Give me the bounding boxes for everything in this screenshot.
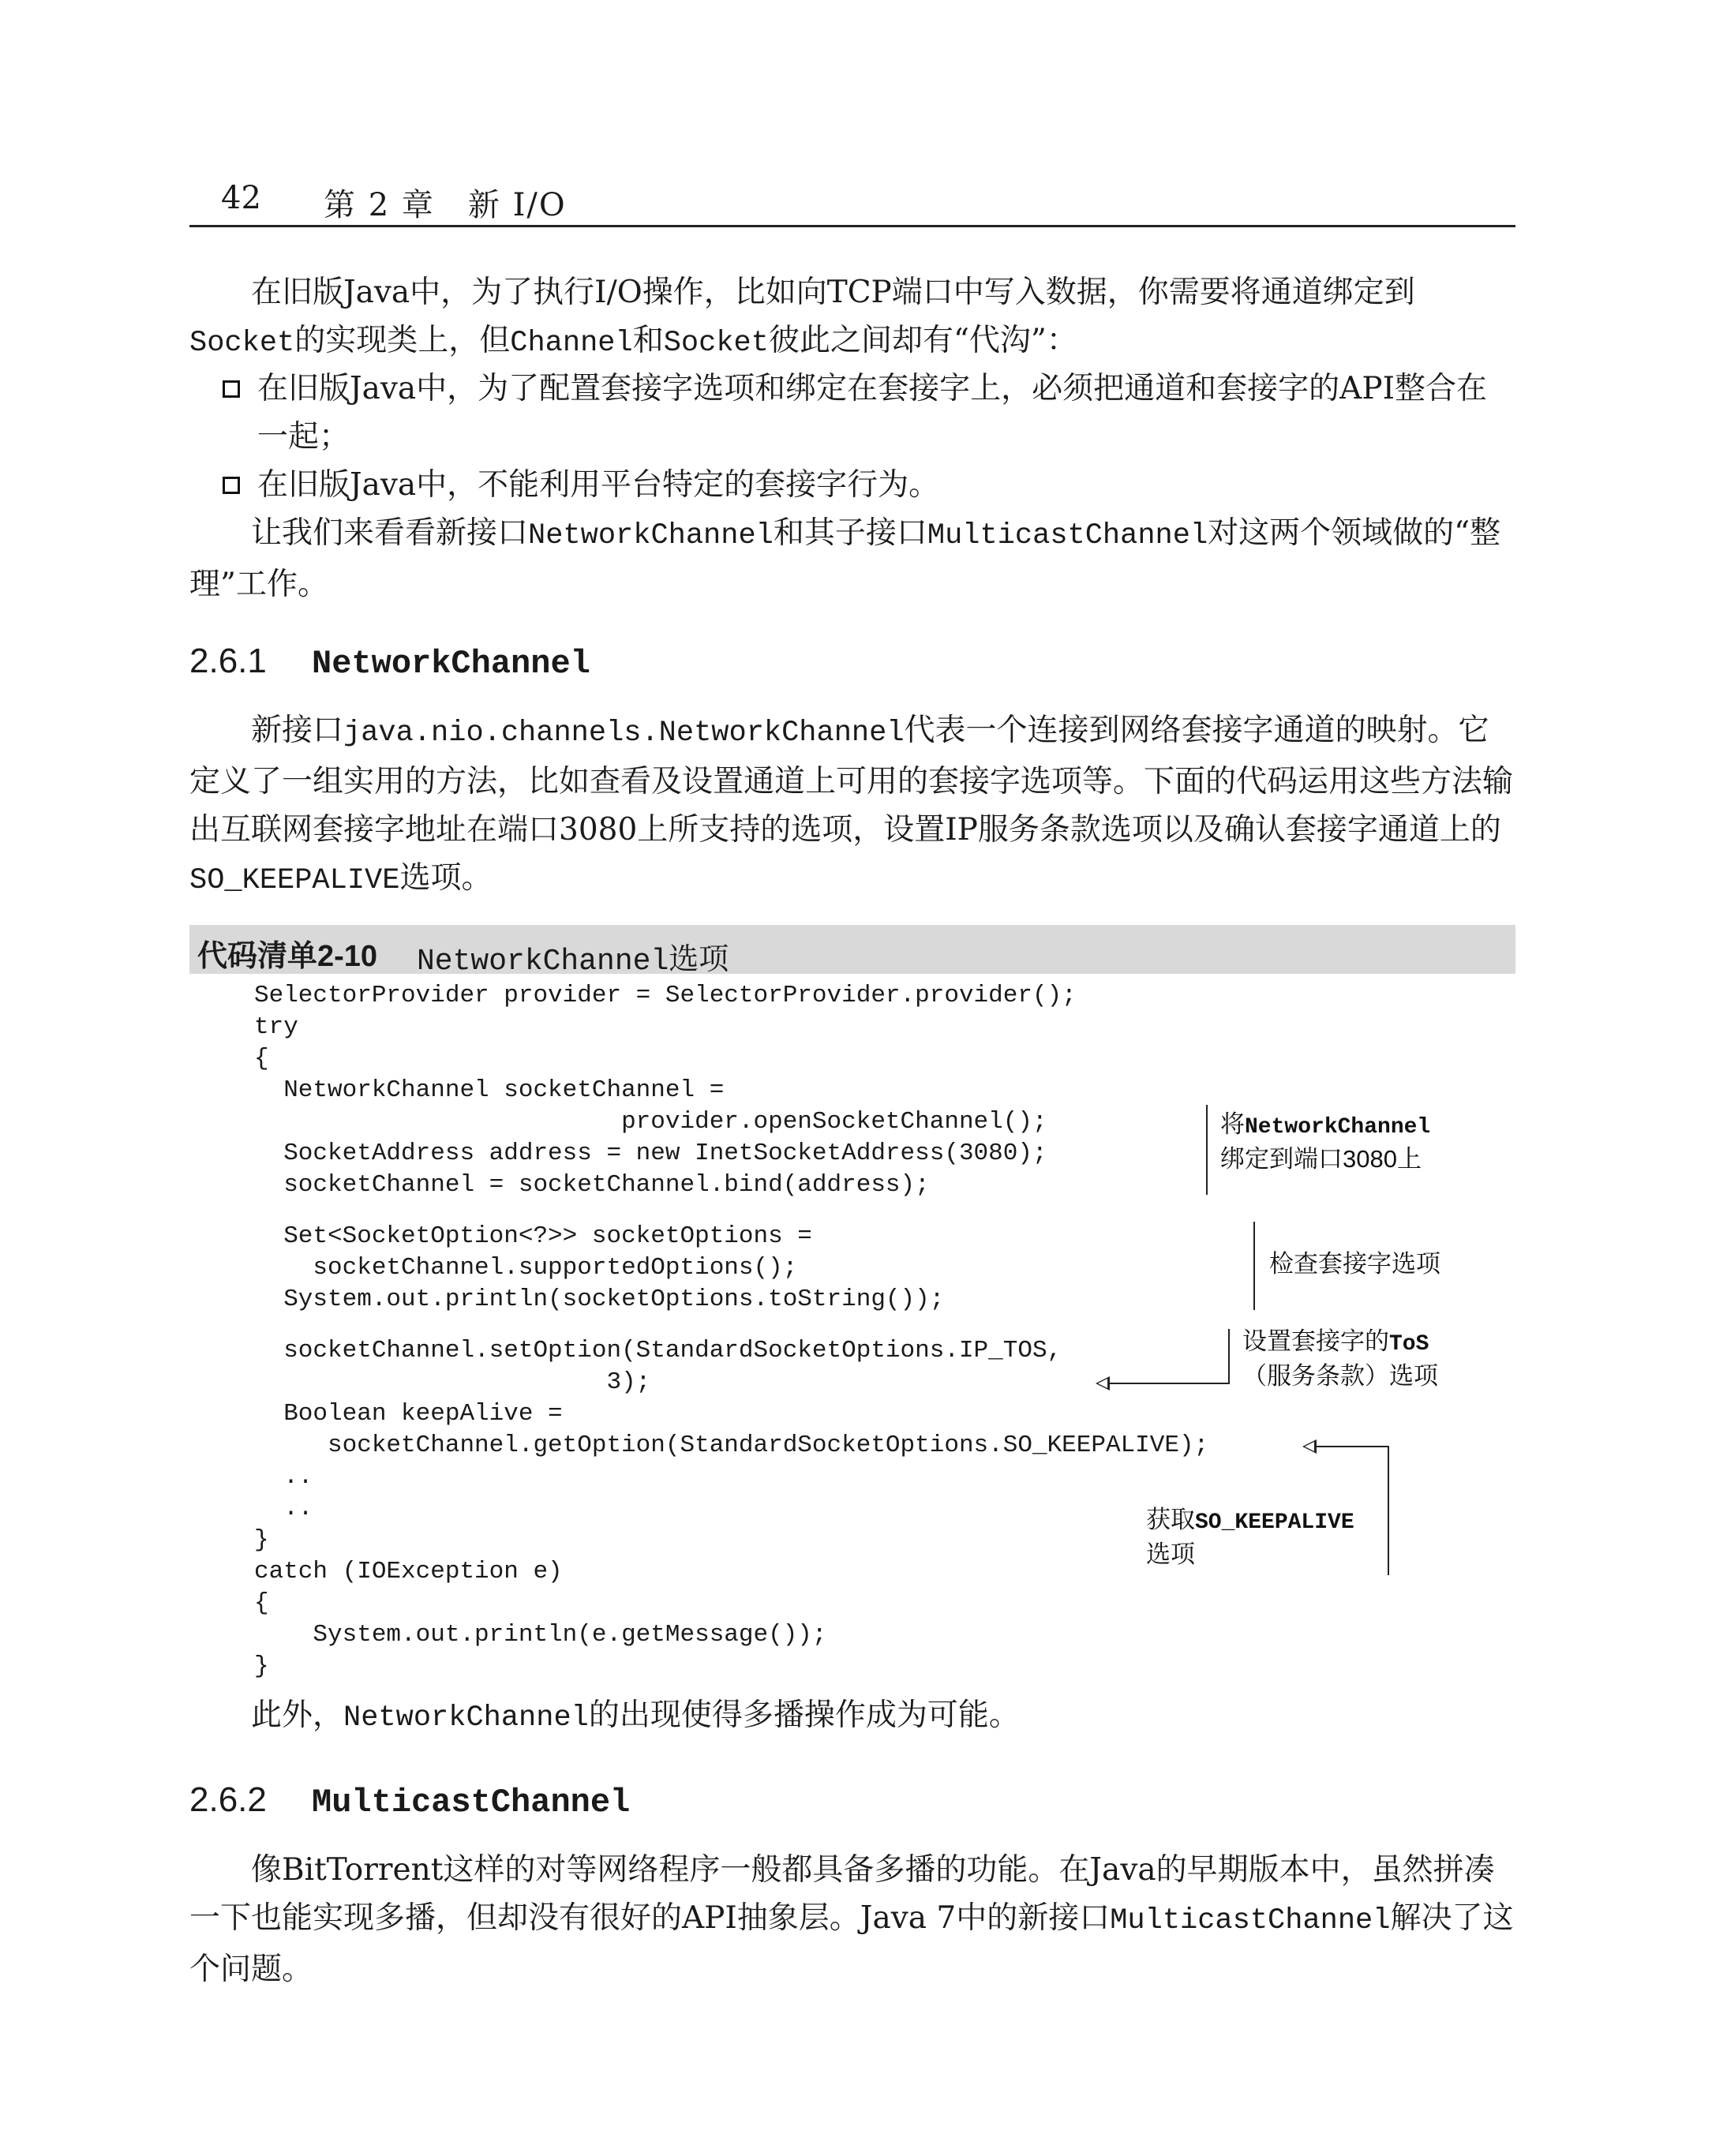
after-listing-paragraph: 此外，NetworkChannel的出现使得多播操作成为可能。 [251,1697,1020,1735]
annotation-bracket-line [1388,1446,1389,1575]
arrow-left-icon [1096,1376,1110,1391]
annotation-check-options: 检查套接字选项 [1269,1250,1440,1278]
annotation-bracket-line [1206,1105,1208,1195]
code-block-1: SelectorProvider provider = SelectorProvider.provider(); try { NetworkChannel socketChannel = provider.openSocketChannel(); SocketAddress address = new InetSocketAddress(3080); socketChannel = socketChannel.bind(address); [254,982,1077,1199]
section1-paragraph: 新接口java.nio.channels.NetworkChannel代表一个连接到网络套接字通道的映射。它定义了一组实用的方法，比如查看及设置通道上可用的套接字选项等。下面的代码运用这些方法输出互联网套接字地址在端口3080上所支持的选项，设置IP服务条款选项以及确认套接字通道上的SO_KEEPALIVE选项。 [189,713,1514,897]
annotation-bind-port: 将NetworkChannel 绑定到端口3080上 [1220,1110,1431,1173]
listing-title: NetworkChannel选项 [417,941,729,979]
annotation-bracket-line [1253,1222,1255,1310]
code-block-3: socketChannel.setOption(StandardSocketOptions.IP_TOS, 3); Boolean keepAlive = socketChannel.getOption(StandardSocketOptions.SO_KEEPALIVE); .. .. } catch (IOException e) { System.out.println(e.getMessage()); } [254,1337,1209,1680]
list-item: 在旧版Java中，不能利用平台特定的套接字行为。 [257,461,1515,509]
page-number: 42 [221,180,261,216]
arrow-left-icon [1302,1439,1317,1454]
running-header [189,180,1515,221]
checkbox-bullet-icon [223,380,240,398]
list-item: 在旧版Java中，为了配置套接字选项和绑定在套接字上，必须把通道和套接字的API整合在一起； [257,365,1515,461]
intro-paragraph-2: 让我们来看看新接口NetworkChannel和其子接口MulticastChannel对这两个领域做的“整理”工作。 [189,515,1501,602]
annotation-bracket-line [1228,1329,1230,1384]
section-heading-2-6-1: 2.6.1 NetworkChannel [189,642,590,683]
listing-label: 代码清单2-10 [197,940,378,973]
annotation-pointer-line [1110,1383,1230,1384]
annotation-pointer-line [1317,1446,1389,1447]
intro-paragraph: 在旧版Java中，为了执行I/O操作，比如向TCP端口中写入数据，你需要将通道绑定到Socket的实现类上，但Channel和Socket彼此之间却有“代沟”： [189,275,1415,360]
chapter-title: 第 2 章 新 I/O [324,187,567,223]
annotation-get-keepalive: 获取SO_KEEPALIVE 选项 [1146,1506,1354,1568]
section-heading-2-6-2: 2.6.2 MulticastChannel [189,1780,631,1821]
section2-paragraph: 像BitTorrent这样的对等网络程序一般都具备多播的功能。在Java的早期版本中，虽然拼凑一下也能实现多播，但却没有很好的API抽象层。Java 7中的新接口MulticastChannel解决了这个问题。 [189,1852,1514,1987]
checkbox-bullet-icon [223,477,240,494]
header-rule [189,225,1515,227]
listing-caption [189,925,1515,979]
code-block-2: Set<SocketOption<?>> socketOptions = socketChannel.supportedOptions(); System.out.println(socketOptions.toString()); [283,1222,945,1313]
annotation-set-tos: 设置套接字的ToS （服务条款）选项 [1242,1327,1438,1390]
